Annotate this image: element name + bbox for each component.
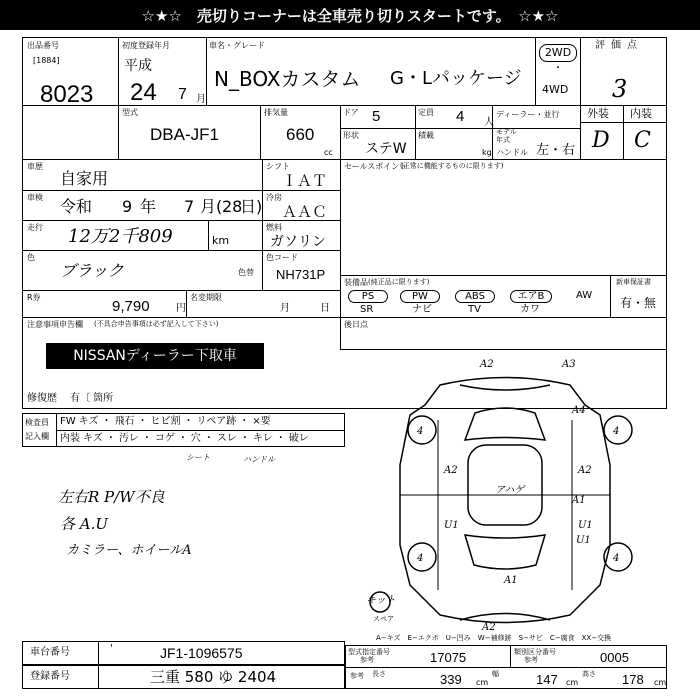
seats-unit: 人 [484, 117, 494, 128]
inspect-interior-item: ・ [239, 433, 250, 444]
inspect-exterior-item: ・ [239, 416, 250, 427]
ac-value: ＡＡＣ [282, 203, 328, 221]
notes-label: 注意事項申告欄 [27, 320, 83, 329]
inspect-interior-item: 穴 [190, 433, 201, 444]
reg-era: 平成 [124, 58, 152, 74]
category-label: 車歴 [27, 162, 43, 171]
doors-label: ドア [343, 108, 359, 117]
rear-window [465, 535, 545, 569]
inspect-exterior-item: リペア跡 [196, 416, 237, 427]
ext-label: 外装 [587, 107, 609, 120]
load-label: 積載 [418, 131, 434, 140]
dealer-tag: NISSANディーラー下取車 [46, 343, 264, 369]
mark-roof-a1: A1 [572, 495, 586, 506]
ac-label: 冷房 [266, 193, 282, 202]
mark-left-u1: U1 [444, 520, 459, 531]
ext-value: D [592, 128, 610, 153]
fuel-label: 燃料 [266, 223, 282, 232]
mileage-label: 走行 [27, 223, 43, 232]
equip-navi: ナビ [412, 304, 432, 315]
equip-airbag: エアB [510, 290, 552, 303]
lot-sub: [1884] [33, 56, 60, 65]
spec-value: 17075 [430, 650, 467, 665]
mark-right-u1: U1 [578, 520, 593, 531]
newcar-value: 有・無 [620, 296, 657, 310]
tire-mark-fl: 4 [417, 426, 424, 437]
shift-value: ＩＡＴ [282, 172, 328, 190]
sales-sub: (正常に機能するものに限ります) [400, 162, 504, 170]
inspect-interior-item: ・ [203, 433, 214, 444]
h-label: 高さ [582, 670, 596, 678]
name-label: 車名・グレード [209, 41, 265, 50]
plate-label: 登録番号 [30, 671, 70, 682]
inspect-note-seat: シート [186, 453, 210, 462]
category-value: 自家用 [60, 169, 109, 188]
class-label: 類別区分番号 [514, 648, 556, 656]
price-label: R券 [27, 293, 41, 302]
handwritten-note-1: 左右R P/W不良 [58, 488, 165, 506]
len-label: 長さ [372, 670, 386, 678]
h-unit: cm [654, 678, 667, 687]
meter-day: 日 [320, 303, 330, 314]
inspect-interior-item: 汚レ [118, 433, 139, 444]
handle-value: 左・右 [536, 143, 576, 158]
spec-label: 型式指定番号 [348, 648, 390, 656]
meter-label: 名変期限 [190, 293, 222, 302]
equip-abs: ABS [455, 290, 495, 303]
color-value: ブラック [60, 261, 124, 280]
tire-mark-rl: 4 [417, 553, 424, 564]
inspect-exterior-item: ×要 [252, 416, 271, 427]
color-change-label: 色替 [238, 268, 254, 277]
drive-4wd: 4WD [542, 83, 569, 96]
int-label: 内装 [630, 107, 652, 120]
class-value: 0005 [600, 650, 629, 665]
reg-month: 7 [178, 86, 187, 103]
repair-value: 有〔 箇所 [70, 393, 114, 404]
score-label: 評価点 [595, 40, 643, 51]
chassis-tick: ' [110, 643, 113, 654]
spare-label: スペア [373, 615, 394, 623]
type-value: DBA-JF1 [150, 125, 219, 144]
equip-tv: TV [468, 304, 481, 315]
inspect-row-interior [60, 433, 312, 445]
w-unit: cm [566, 678, 579, 687]
inspect-interior-item: ・ [105, 433, 116, 444]
meter-month: 月 [280, 303, 290, 314]
inspect-exterior-item: ・ [183, 416, 194, 427]
body-label: 形状 [343, 131, 359, 140]
equip-aw: AW [576, 290, 593, 301]
lot-number: 8023 [40, 81, 94, 108]
inspect-label1: 検査員 [25, 418, 49, 427]
model-name: N_BOXカスタム [214, 67, 361, 91]
mark-front-a3: A3 [562, 359, 576, 370]
after-label: 後日点 [344, 320, 368, 329]
mark-right-a2: A2 [578, 465, 592, 476]
inspect-interior-item: ・ [177, 433, 188, 444]
handwritten-note-2: 各 A.U [60, 515, 109, 533]
shaken-year-unit: 年 [140, 197, 157, 216]
shaken-label: 車検 [27, 193, 43, 202]
dims-label: 参考 [350, 672, 364, 680]
len-value: 339 [440, 672, 462, 687]
inspect-interior-item: コゲ [154, 433, 175, 444]
type-label: 型式 [122, 108, 138, 117]
mark-bottom-a2: A2 [482, 622, 496, 633]
cc-label: 排気量 [264, 108, 288, 117]
shaken-month-unit: 月( [200, 197, 223, 216]
modelchange-label: モデル 年式 [496, 128, 517, 144]
header-banner-text: ☆★☆ 売切りコーナーは全車売り切りスタートです。 ☆★☆ [141, 7, 559, 25]
mark-right-a4: A4 [572, 405, 586, 416]
shaken-day: 28 [222, 197, 243, 216]
len-unit: cm [476, 678, 489, 687]
int-value: C [634, 128, 651, 153]
inspect-interior-item: ・ [275, 433, 286, 444]
reg-label: 初度登録年月 [122, 41, 170, 50]
newcar-label: 新車保証書 [616, 278, 651, 286]
notes-sub: (不具合申告事項は必ず記入して下さい) [94, 320, 219, 328]
reg-month-unit: 月 [196, 94, 206, 105]
seats-label: 定員 [418, 108, 434, 117]
grade-name: G・Lパッケージ [390, 68, 522, 89]
inspect-exterior-item: ・ [101, 416, 112, 427]
drive-2wd: 2WD [539, 44, 577, 62]
inspect-exterior-item: キズ [78, 416, 99, 427]
color-label: 色 [27, 253, 35, 262]
tire-mark-fr: 4 [613, 426, 620, 437]
equip-sub: (純正品に限ります) [368, 278, 430, 286]
tire-mark-rr: 4 [613, 553, 620, 564]
color-code-label: 色コード [266, 253, 298, 262]
body-value: ステW [365, 141, 407, 157]
mark-front-a2: A2 [480, 359, 494, 370]
handwritten-note-3: カミラー、ホイールA [66, 543, 192, 558]
handle-label: ハンドル [496, 148, 528, 157]
inspect-interior-item: 内装 [60, 433, 80, 444]
equip-label: 装備品 [344, 278, 368, 287]
inspect-interior-item: 破レ [288, 433, 309, 444]
h-value: 178 [622, 672, 644, 687]
shift-label: シフト [266, 162, 290, 171]
inspect-note-handle: ハンドル [243, 455, 275, 464]
inspect-label2: 記入欄 [25, 432, 49, 441]
inspect-interior-item: キレ [252, 433, 273, 444]
mark-rear-a1: A1 [504, 575, 518, 586]
mark-rear-u1: U1 [576, 535, 591, 546]
dealer-label: ディーラー・並行 [496, 110, 560, 119]
repair-label: 修復歴 [27, 393, 57, 404]
inspect-exterior-item: ・ [137, 416, 148, 427]
chassis-value: JF1-1096575 [160, 645, 243, 661]
fuel-value: ガソリン [270, 234, 326, 250]
reg-year: 24 [130, 79, 157, 106]
shaken-month: 7 [184, 197, 195, 216]
w-label: 幅 [492, 670, 499, 678]
mileage-unit: km [212, 234, 230, 247]
equip-ps: PS [348, 290, 388, 303]
chassis-label: 車台番号 [30, 647, 70, 658]
windshield [465, 408, 545, 440]
mark-left-a2: A2 [444, 465, 458, 476]
lot-label: 出品番号 [27, 41, 59, 50]
shaken-era: 令和 [60, 197, 93, 216]
score-value: 3 [612, 75, 628, 103]
w-value: 147 [536, 672, 558, 687]
seats-value: 4 [456, 108, 465, 125]
spec-sub: 参考 [360, 656, 374, 664]
equip-sr: SR [360, 304, 374, 315]
inspect-exterior-item: ヒビ割 [150, 416, 181, 427]
load-unit: kg [482, 148, 492, 157]
damage-legend: A−キズ E−エクボ U−凹み W−補修跡 S−サビ C−腐食 XX−交換 [376, 634, 612, 642]
shaken-year: 9 [122, 197, 133, 216]
inspect-exterior-item: 飛石 [114, 416, 135, 427]
inspect-interior-item: キズ [83, 433, 103, 444]
sales-label: セールスポイント [344, 162, 408, 171]
price-unit: 円 [176, 303, 186, 314]
inspect-interior-item: ・ [141, 433, 152, 444]
mileage-value: 12万2千809 [68, 226, 173, 247]
damage-diagram [340, 345, 670, 645]
inspect-interior-item: スレ [216, 433, 237, 444]
kit-note: キット [366, 595, 396, 606]
drive-dot: ・ [553, 63, 563, 74]
shaken-day-unit: 日) [240, 197, 263, 216]
class-sub: 参考 [524, 656, 538, 664]
inspect-exterior-item: FW [60, 416, 76, 427]
plate-value: 三重 580 ゆ 2404 [150, 668, 277, 686]
cc-value: 660 [286, 125, 315, 144]
cc-unit: cc [324, 148, 333, 157]
price-value: 9,790 [112, 298, 150, 315]
color-code: NH731P [276, 267, 326, 282]
roof-note: アハゲ [495, 485, 525, 496]
doors-value: 5 [372, 108, 381, 125]
inspect-row-exterior [60, 416, 274, 428]
equip-pw: PW [400, 290, 440, 303]
equip-leather: カワ [520, 304, 540, 315]
